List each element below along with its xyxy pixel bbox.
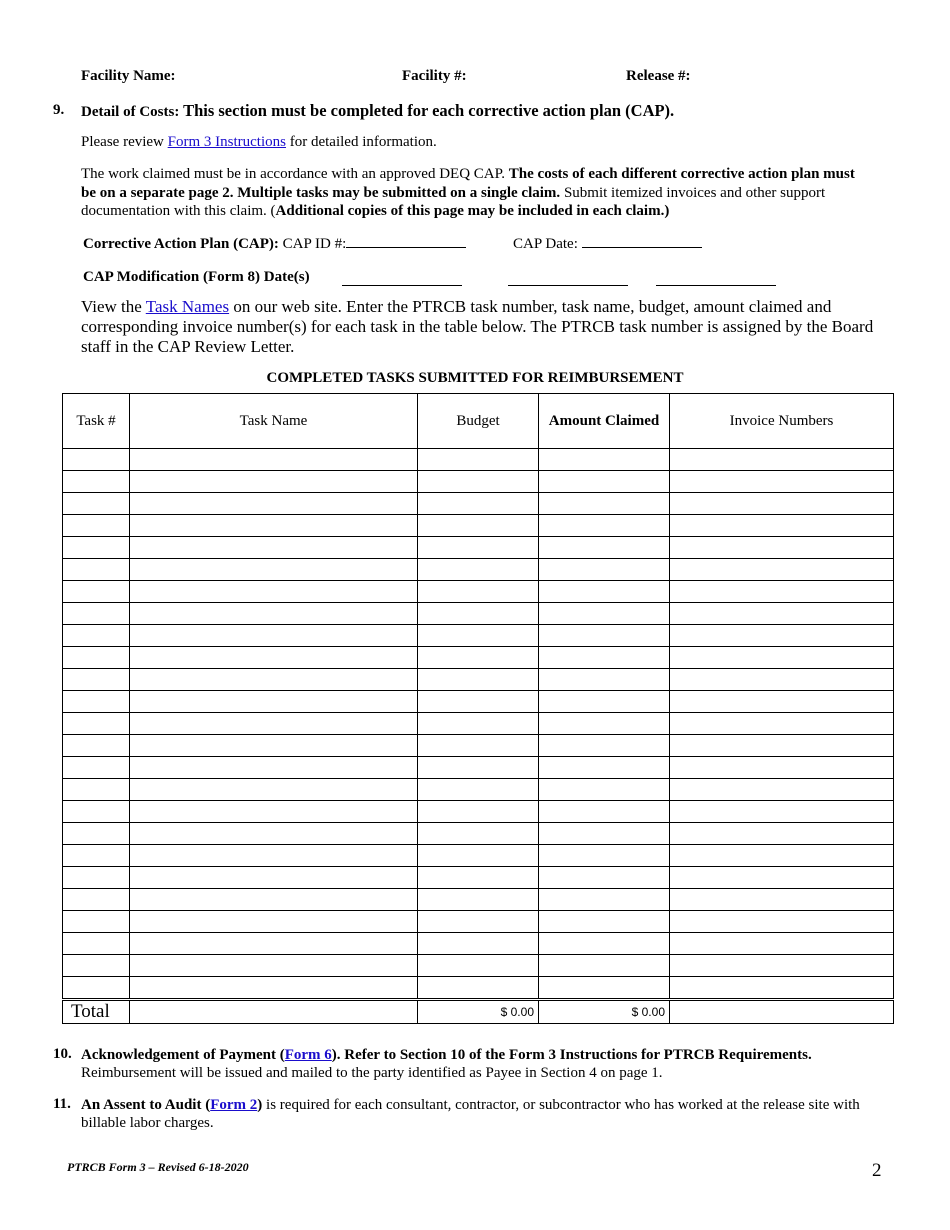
task-number-cell[interactable] (63, 779, 130, 801)
budget-cell[interactable] (418, 471, 539, 493)
task-name-cell[interactable] (130, 757, 418, 779)
cap-modification-label: CAP Modification (Form 8) Date(s) (83, 269, 310, 285)
amount-claimed-cell[interactable] (539, 691, 670, 713)
task-number-cell[interactable] (63, 933, 130, 955)
invoice-numbers-cell[interactable] (670, 911, 894, 933)
form-2-link[interactable]: Form 2 (210, 1097, 258, 1113)
section-10-bold-2: ). Refer to Section 10 of the Form 3 Instructions for PTRCB Requirements. (331, 1047, 812, 1063)
cap-mod-date-3-field[interactable] (656, 284, 776, 286)
para-part-3: Submit itemized invoices and other support documentation with this claim. ( (81, 184, 826, 219)
task-number-cell[interactable] (63, 603, 130, 625)
amount-claimed-cell[interactable] (539, 471, 670, 493)
task-number-cell[interactable] (63, 735, 130, 757)
review-instructions (81, 134, 437, 151)
page-number: 2 (872, 1160, 882, 1181)
amount-claimed-cell[interactable] (539, 779, 670, 801)
budget-cell[interactable] (418, 823, 539, 845)
table-row (63, 625, 894, 647)
section-11-bold-1: An Assent to Audit ( (81, 1097, 211, 1113)
task-number-cell[interactable] (63, 537, 130, 559)
amount-claimed-cell[interactable] (539, 801, 670, 823)
header-task-name: Task Name (130, 394, 418, 449)
header-amount-claimed: Amount Claimed (539, 394, 670, 449)
invoice-numbers-cell[interactable] (670, 867, 894, 889)
table-row (63, 889, 894, 911)
table-title: COMPLETED TASKS SUBMITTED FOR REIMBURSEMENT (266, 370, 684, 386)
budget-cell[interactable] (418, 757, 539, 779)
task-name-cell[interactable] (130, 625, 418, 647)
task-name-cell[interactable] (130, 471, 418, 493)
amount-claimed-cell[interactable] (539, 977, 670, 1000)
amount-claimed-cell[interactable] (539, 889, 670, 911)
budget-cell[interactable] (418, 691, 539, 713)
amount-claimed-cell[interactable] (539, 955, 670, 977)
form-6-link[interactable]: Form 6 (284, 1047, 332, 1063)
task-name-cell[interactable] (130, 823, 418, 845)
budget-cell[interactable] (418, 779, 539, 801)
table-row (63, 581, 894, 603)
review-prefix: Please review (81, 134, 168, 150)
invoice-numbers-cell[interactable] (670, 559, 894, 581)
invoice-numbers-cell[interactable] (670, 471, 894, 493)
amount-claimed-cell[interactable] (539, 537, 670, 559)
budget-cell[interactable] (418, 625, 539, 647)
section-10-bold-1: Acknowledgement of Payment ( (81, 1047, 285, 1063)
task-name-cell[interactable] (130, 537, 418, 559)
task-name-cell[interactable] (130, 735, 418, 757)
budget-cell[interactable] (418, 537, 539, 559)
amount-claimed-cell[interactable] (539, 845, 670, 867)
cap-date-row (513, 233, 702, 253)
amount-claimed-cell[interactable] (539, 669, 670, 691)
table-row (63, 493, 894, 515)
para-part-2: The costs of each different corrective action plan must be on a separate page 2. Multiple tasks may be submitted on a single claim. (81, 166, 855, 201)
total-task-name-cell (130, 1000, 418, 1024)
form-3-instructions-link[interactable]: Form 3 Instructions (167, 134, 286, 150)
section-9-label: Detail of Costs: (81, 104, 180, 120)
invoice-numbers-cell[interactable] (670, 823, 894, 845)
task-name-cell[interactable] (130, 493, 418, 515)
task-number-cell[interactable] (63, 559, 130, 581)
task-name-cell[interactable] (130, 713, 418, 735)
table-row (63, 757, 894, 779)
amount-claimed-cell[interactable] (539, 603, 670, 625)
task-name-cell[interactable] (130, 515, 418, 537)
section-9-paragraph (81, 165, 871, 221)
task-name-cell[interactable] (130, 955, 418, 977)
cap-mod-date-2-field[interactable] (508, 284, 628, 286)
task-number-cell[interactable] (63, 757, 130, 779)
task-number-cell[interactable] (63, 955, 130, 977)
table-header-row (63, 394, 894, 449)
amount-claimed-cell[interactable] (539, 493, 670, 515)
task-name-cell[interactable] (130, 603, 418, 625)
amount-claimed-cell[interactable] (539, 911, 670, 933)
invoice-numbers-cell[interactable] (670, 515, 894, 537)
cap-mod-date-1-field[interactable] (342, 284, 462, 286)
amount-claimed-cell[interactable] (539, 625, 670, 647)
cap-id-label: CAP ID #: (278, 236, 347, 252)
header-invoice-numbers: Invoice Numbers (670, 394, 894, 449)
task-number-cell[interactable] (63, 889, 130, 911)
invoice-numbers-cell[interactable] (670, 889, 894, 911)
amount-claimed-cell[interactable] (539, 823, 670, 845)
budget-cell[interactable] (418, 977, 539, 1000)
section-9-number: 9. (53, 102, 65, 118)
task-number-cell[interactable] (63, 581, 130, 603)
task-name-cell[interactable] (130, 977, 418, 1000)
table-row (63, 779, 894, 801)
invoice-numbers-cell[interactable] (670, 493, 894, 515)
facility-name-label: Facility Name: (81, 68, 176, 84)
claimed-total: $ 0.00 (539, 1000, 670, 1024)
invoice-numbers-cell[interactable] (670, 713, 894, 735)
cap-id-field[interactable] (346, 233, 466, 248)
task-names-paragraph (81, 297, 901, 357)
budget-cell[interactable] (418, 735, 539, 757)
task-name-cell[interactable] (130, 559, 418, 581)
form-revision-label: PTRCB Form 3 – Revised 6-18-2020 (67, 1160, 249, 1174)
task-number-cell[interactable] (63, 471, 130, 493)
invoice-numbers-cell[interactable] (670, 845, 894, 867)
task-name-cell[interactable] (130, 581, 418, 603)
invoice-numbers-cell[interactable] (670, 779, 894, 801)
task-number-cell[interactable] (63, 493, 130, 515)
section-11-number: 11. (53, 1096, 71, 1112)
table-row (63, 845, 894, 867)
budget-cell[interactable] (418, 911, 539, 933)
table-row (63, 977, 894, 1000)
amount-claimed-cell[interactable] (539, 449, 670, 471)
budget-cell[interactable] (418, 713, 539, 735)
task-name-cell[interactable] (130, 669, 418, 691)
release-number-label: Release #: (626, 68, 691, 84)
task-name-cell[interactable] (130, 911, 418, 933)
budget-cell[interactable] (418, 515, 539, 537)
task-name-cell[interactable] (130, 647, 418, 669)
cap-date-label: CAP Date: (513, 236, 578, 252)
table-row (63, 933, 894, 955)
total-label: Total (63, 1000, 130, 1024)
amount-claimed-cell[interactable] (539, 581, 670, 603)
section-11-text (81, 1096, 881, 1132)
budget-total: $ 0.00 (418, 1000, 539, 1024)
budget-cell[interactable] (418, 603, 539, 625)
task-number-cell[interactable] (63, 867, 130, 889)
para-part-4: Additional copies of this page may be included in each claim.) (275, 203, 670, 219)
task-number-cell[interactable] (63, 801, 130, 823)
para-part-1: The work claimed must be in accordance with an approved DEQ CAP. (81, 166, 509, 182)
task-name-cell[interactable] (130, 867, 418, 889)
invoice-numbers-cell[interactable] (670, 977, 894, 1000)
facility-number-label: Facility #: (402, 68, 467, 84)
task-number-cell[interactable] (63, 713, 130, 735)
invoice-numbers-cell[interactable] (670, 669, 894, 691)
invoice-numbers-cell[interactable] (670, 757, 894, 779)
amount-claimed-cell[interactable] (539, 757, 670, 779)
budget-cell[interactable] (418, 955, 539, 977)
budget-cell[interactable] (418, 845, 539, 867)
task-number-cell[interactable] (63, 625, 130, 647)
section-9-title: This section must be completed for each corrective action plan (CAP). (183, 101, 675, 120)
table-row (63, 603, 894, 625)
task-number-cell[interactable] (63, 669, 130, 691)
table-row (63, 735, 894, 757)
amount-claimed-cell[interactable] (539, 867, 670, 889)
task-name-cell[interactable] (130, 449, 418, 471)
budget-cell[interactable] (418, 801, 539, 823)
table-row (63, 691, 894, 713)
task-number-cell[interactable] (63, 647, 130, 669)
review-suffix: for detailed information. (285, 134, 437, 150)
cap-date-field[interactable] (582, 233, 702, 248)
cap-row (83, 233, 466, 253)
task-name-cell[interactable] (130, 845, 418, 867)
budget-cell[interactable] (418, 449, 539, 471)
invoice-numbers-cell[interactable] (670, 581, 894, 603)
table-row (63, 449, 894, 471)
invoice-numbers-cell[interactable] (670, 801, 894, 823)
section-11-bold-2: ) (257, 1097, 263, 1113)
budget-cell[interactable] (418, 933, 539, 955)
tasks-table (62, 393, 894, 1024)
table-row (63, 537, 894, 559)
table-row (63, 713, 894, 735)
amount-claimed-cell[interactable] (539, 713, 670, 735)
task-number-cell[interactable] (63, 823, 130, 845)
table-row (63, 471, 894, 493)
budget-cell[interactable] (418, 559, 539, 581)
budget-cell[interactable] (418, 493, 539, 515)
total-row (63, 1000, 894, 1024)
invoice-numbers-cell[interactable] (670, 603, 894, 625)
cap-label: Corrective Action Plan (CAP): (83, 236, 279, 252)
amount-claimed-cell[interactable] (539, 559, 670, 581)
table-row (63, 911, 894, 933)
invoice-numbers-cell[interactable] (670, 735, 894, 757)
amount-claimed-cell[interactable] (539, 515, 670, 537)
total-invoice-cell (670, 1000, 894, 1024)
budget-cell[interactable] (418, 867, 539, 889)
section-10-detail: Reimbursement will be issued and mailed to the party identified as Payee in Section 4 on page 1. (81, 1065, 663, 1081)
section-10-text (81, 1046, 881, 1082)
invoice-numbers-cell[interactable] (670, 647, 894, 669)
view-prefix: View the (81, 297, 146, 316)
task-names-link[interactable]: Task Names (145, 297, 230, 316)
invoice-numbers-cell[interactable] (670, 955, 894, 977)
table-row (63, 559, 894, 581)
table-row (63, 801, 894, 823)
invoice-numbers-cell[interactable] (670, 537, 894, 559)
table-row (63, 647, 894, 669)
view-suffix: on our web site. Enter the PTRCB task number, task name, budget, amount claimed and corresponding invoice number(s) for each task in the table below. The PTRCB task number is assigned by the Board staff in the CAP Review Letter. (81, 297, 874, 356)
amount-claimed-cell[interactable] (539, 735, 670, 757)
task-number-cell[interactable] (63, 911, 130, 933)
budget-cell[interactable] (418, 581, 539, 603)
task-name-cell[interactable] (130, 801, 418, 823)
table-row (63, 867, 894, 889)
task-number-cell[interactable] (63, 449, 130, 471)
budget-cell[interactable] (418, 889, 539, 911)
task-number-cell[interactable] (63, 845, 130, 867)
section-10-number: 10. (53, 1046, 72, 1062)
table-row (63, 823, 894, 845)
task-number-cell[interactable] (63, 691, 130, 713)
invoice-numbers-cell[interactable] (670, 449, 894, 471)
invoice-numbers-cell[interactable] (670, 691, 894, 713)
section-9-heading (81, 101, 674, 121)
header-task-number: Task # (63, 394, 130, 449)
header-budget: Budget (418, 394, 539, 449)
task-name-cell[interactable] (130, 933, 418, 955)
table-row (63, 955, 894, 977)
invoice-numbers-cell[interactable] (670, 933, 894, 955)
budget-cell[interactable] (418, 669, 539, 691)
amount-claimed-cell[interactable] (539, 933, 670, 955)
amount-claimed-cell[interactable] (539, 647, 670, 669)
budget-cell[interactable] (418, 647, 539, 669)
task-name-cell[interactable] (130, 889, 418, 911)
section-11-detail: is required for each consultant, contractor, or subcontractor who has worked at the release site with billable labor charges. (81, 1097, 860, 1131)
task-name-cell[interactable] (130, 691, 418, 713)
table-row (63, 515, 894, 537)
task-number-cell[interactable] (63, 515, 130, 537)
invoice-numbers-cell[interactable] (670, 625, 894, 647)
task-number-cell[interactable] (63, 977, 130, 1000)
task-name-cell[interactable] (130, 779, 418, 801)
table-row (63, 669, 894, 691)
